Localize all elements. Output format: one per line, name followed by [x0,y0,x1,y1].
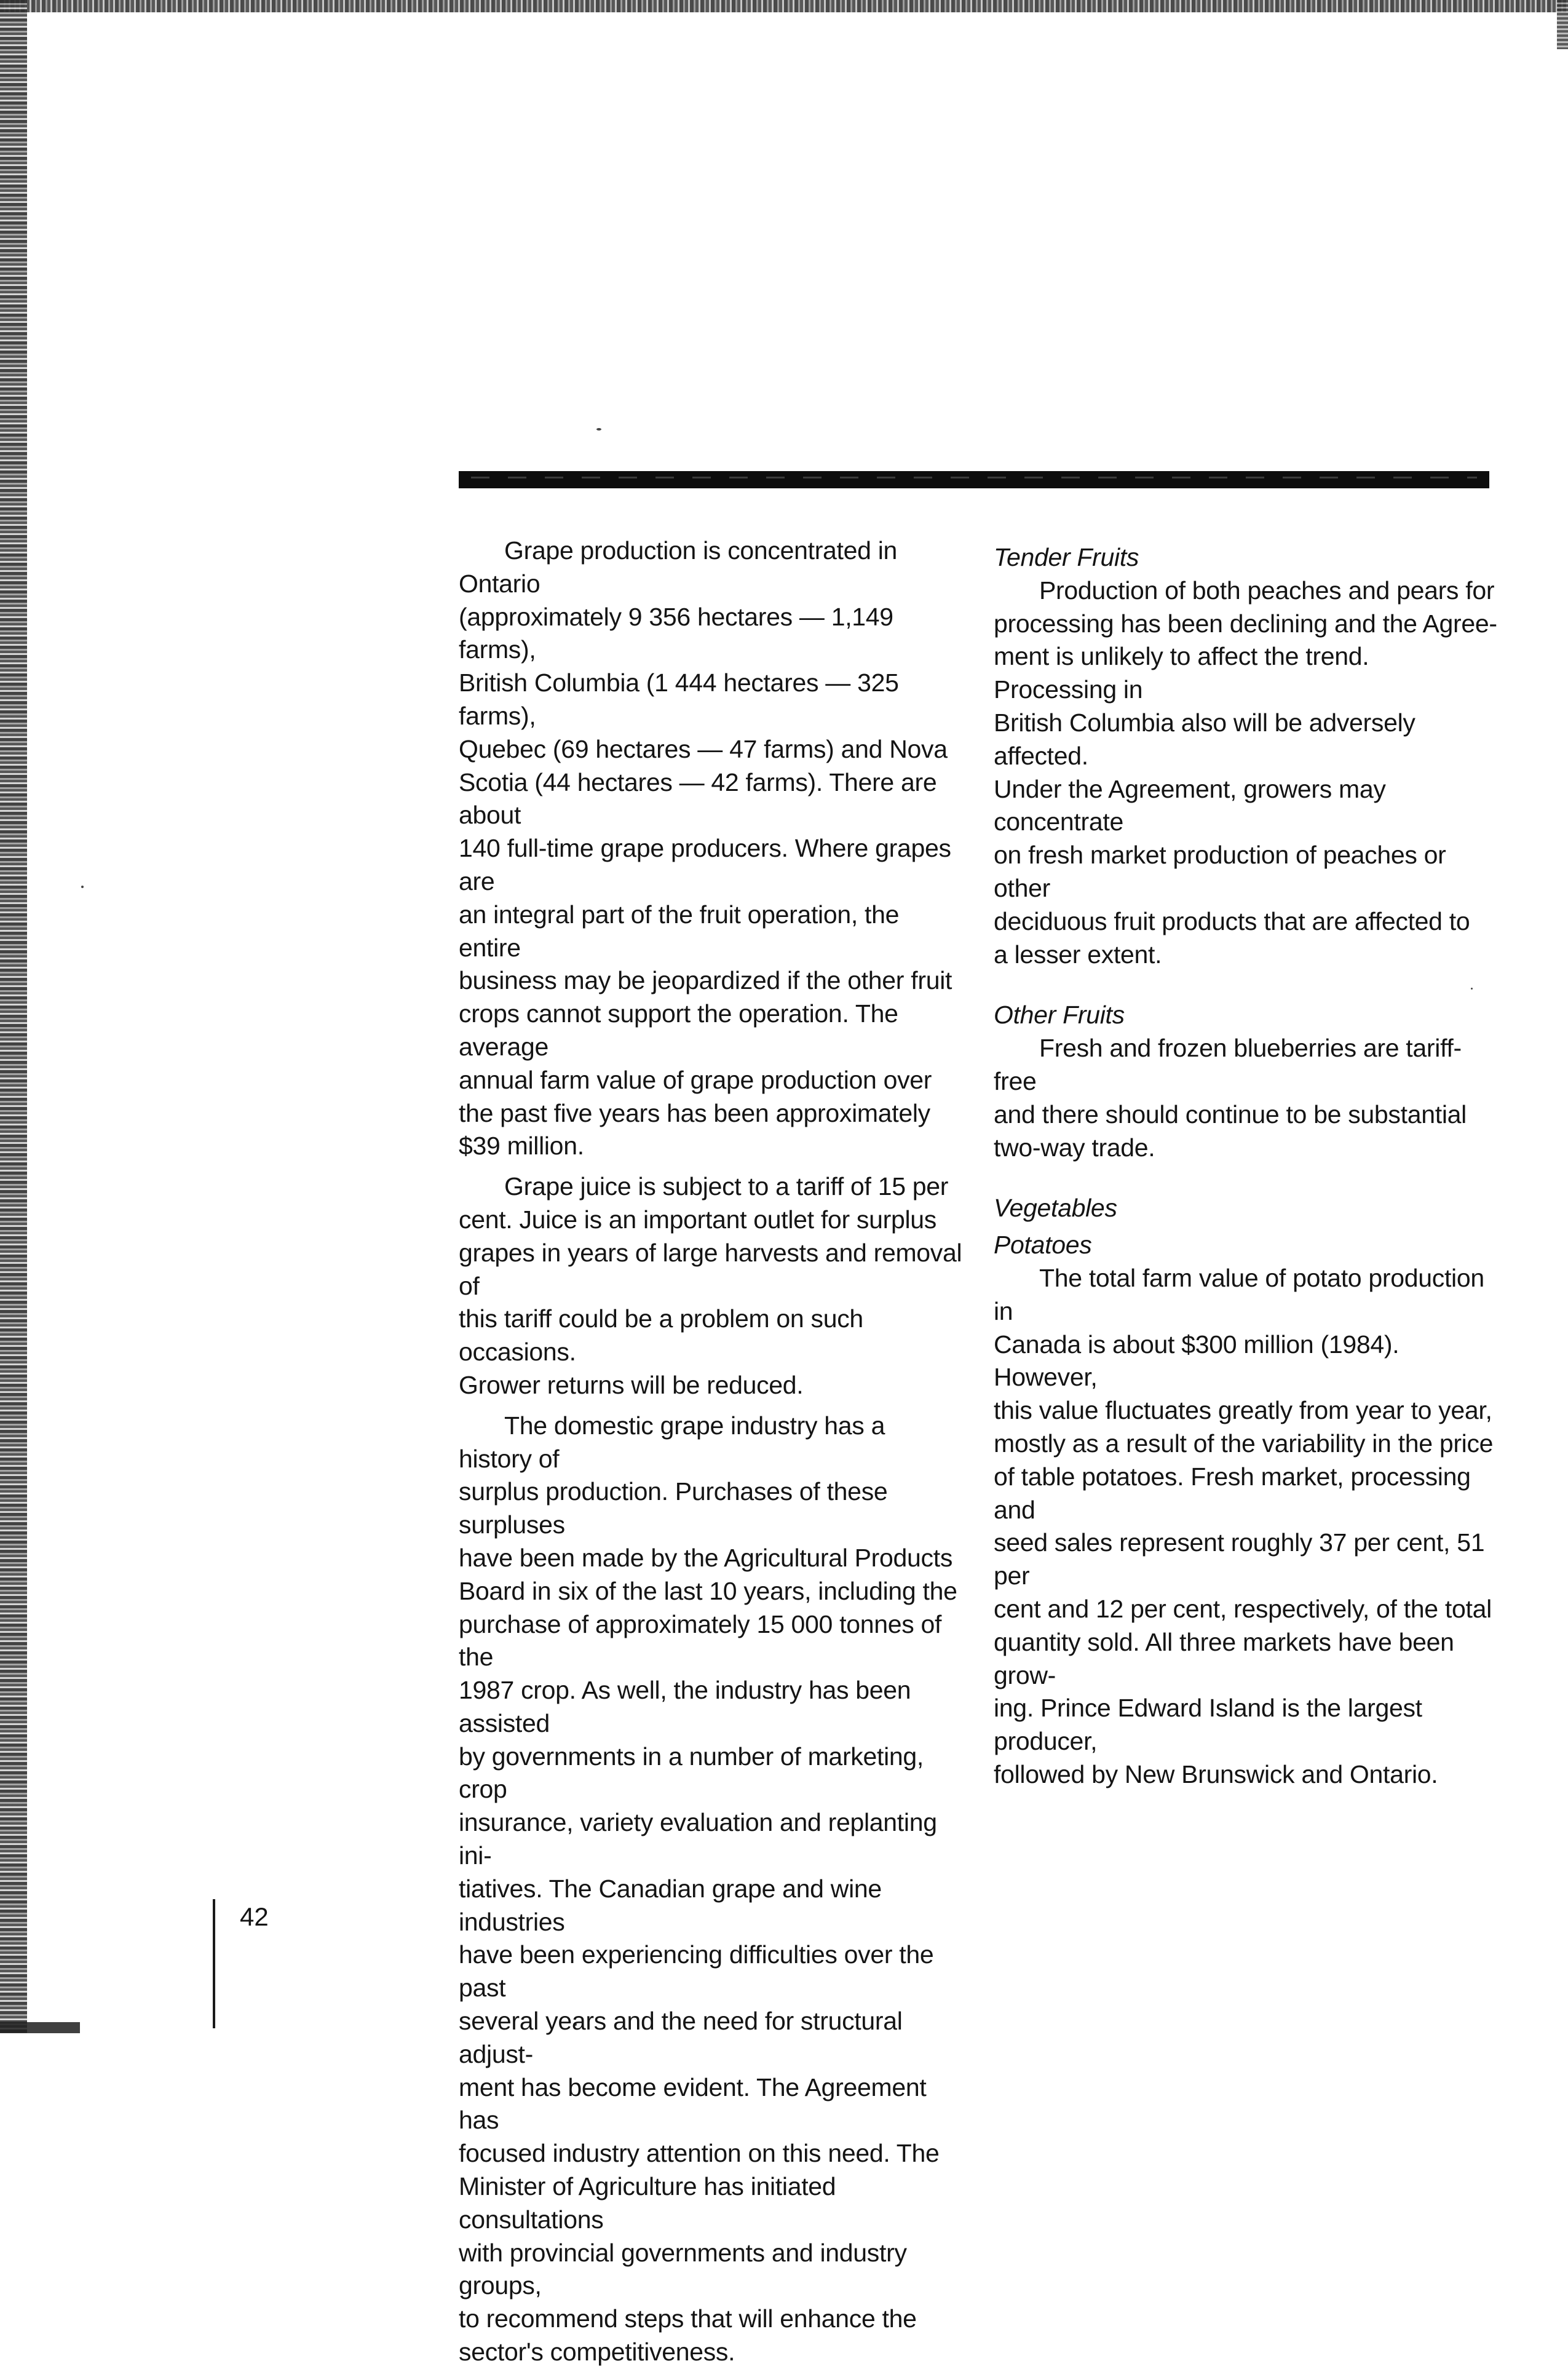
paragraph-grape-production [459,534,963,1163]
text-line: processing has been declining and the Agree- [994,609,1497,638]
text-line: seed sales represent roughly 37 per cent, 51 per [994,1528,1485,1590]
text-line: Production of both peaches and pears for [1039,576,1495,605]
text-line: Grower returns will be reduced. [459,1370,804,1399]
page-number-rule [213,1899,215,2028]
text-line: Scotia (44 hectares — 42 farms). There are about [459,768,937,830]
heading-other-fruits: Other Fruits [994,1001,1125,1030]
text-line: purchase of approximately 15 000 tonnes of the [459,1609,942,1672]
text-line: Grape production is concentrated in Ontario [459,536,898,598]
text-line: Fresh and frozen blueberries are tariff-free [994,1034,1462,1095]
text-line: surplus production. Purchases of these surpluses [459,1477,888,1539]
text-line: followed by New Brunswick and Ontario. [994,1760,1438,1788]
text-line: quantity sold. All three markets have been grow- [994,1627,1454,1689]
text-line: a lesser extent. [994,940,1162,969]
paragraph-domestic-industry [459,1410,963,2369]
text-line: British Columbia also will be adversely affected. [994,708,1416,770]
heading-tender-fruits: Tender Fruits [994,543,1139,571]
text-line: have been made by the Agricultural Products [459,1543,953,1572]
text-line: of table potatoes. Fresh market, processing and [994,1462,1471,1524]
scan-speck [81,886,84,888]
text-line: The domestic grape industry has a history of [459,1411,885,1473]
text-line: Board in six of the last 10 years, including the [459,1576,957,1605]
text-line: cent and 12 per cent, respectively, of the total [994,1594,1492,1623]
text-line: this tariff could be a problem on such occasions. [459,1304,863,1367]
paragraph-potatoes [994,1262,1498,1792]
text-line: annual farm value of grape production over [459,1065,932,1094]
text-line: mostly as a result of the variability in the price [994,1429,1494,1458]
paragraph-grape-juice [459,1170,963,1402]
left-column [459,534,963,2369]
text-line: this value fluctuates greatly from year to year, [994,1396,1492,1425]
text-line: $39 million. [459,1132,584,1161]
scan-edge-left [0,0,27,2033]
scan-edge-right [1557,0,1568,49]
text-line: Under the Agreement, growers may concentrate [994,774,1386,836]
section-rule [459,471,1489,488]
heading-vegetables: Vegetables [994,1194,1117,1223]
text-line: The total farm value of potato production in [994,1263,1484,1325]
right-column [994,541,1498,1792]
text-line: (approximately 9 356 hectares — 1,149 farms), [459,602,893,664]
text-line: on fresh market production of peaches or other [994,841,1446,902]
text-line: to recommend steps that will enhance the [459,2304,917,2333]
text-line: and there should continue to be substantial [994,1100,1467,1129]
text-line: ment is unlikely to affect the trend. Processing in [994,642,1369,704]
text-line: Quebec (69 hectares — 47 farms) and Nova [459,734,948,763]
text-line: several years and the need for structural adjust- [459,2007,903,2068]
text-line: business may be jeopardized if the other fruit [459,966,952,995]
page-number: 42 [240,1902,269,1931]
heading-potatoes: Potatoes [994,1231,1092,1260]
text-line: two-way trade. [994,1133,1155,1162]
text-line: ment has become evident. The Agreement has [459,2073,927,2135]
paragraph-tender-fruits [994,574,1498,972]
scan-edge-top [0,0,1568,12]
text-line: ing. Prince Edward Island is the largest producer, [994,1694,1422,1756]
text-line: 1987 crop. As well, the industry has been assisted [459,1676,911,1737]
text-line: British Columbia (1 444 hectares — 325 farms), [459,669,899,730]
text-line: Minister of Agriculture has initiated consultations [459,2172,836,2234]
text-line: by governments in a number of marketing, crop [459,1742,924,1804]
scan-speck [596,428,601,431]
text-line: sector's competitiveness. [459,2338,735,2367]
text-line: insurance, variety evaluation and replanting ini- [459,1808,937,1870]
text-line: with provincial governments and industry groups, [459,2238,907,2300]
paragraph-other-fruits [994,1032,1498,1164]
text-line: have been experiencing difficulties over the past [459,1940,934,2002]
text-line: an integral part of the fruit operation, the entire [459,900,900,962]
text-line: the past five years has been approximately [459,1098,930,1127]
text-line: Grape juice is subject to a tariff of 15 per [504,1172,949,1201]
text-line: focused industry attention on this need. The [459,2139,940,2168]
text-line: grapes in years of large harvests and removal of [459,1238,962,1300]
text-line: crops cannot support the operation. The average [459,999,898,1061]
text-line: deciduous fruit products that are affected to [994,907,1470,935]
text-line: tiatives. The Canadian grape and wine industries [459,1874,882,1936]
text-line: Canada is about $300 million (1984). However, [994,1330,1400,1392]
text-line: 140 full-time grape producers. Where grapes are [459,834,951,895]
text-line: cent. Juice is an important outlet for surplus [459,1205,936,1234]
scan-edge-corner [0,2022,80,2033]
